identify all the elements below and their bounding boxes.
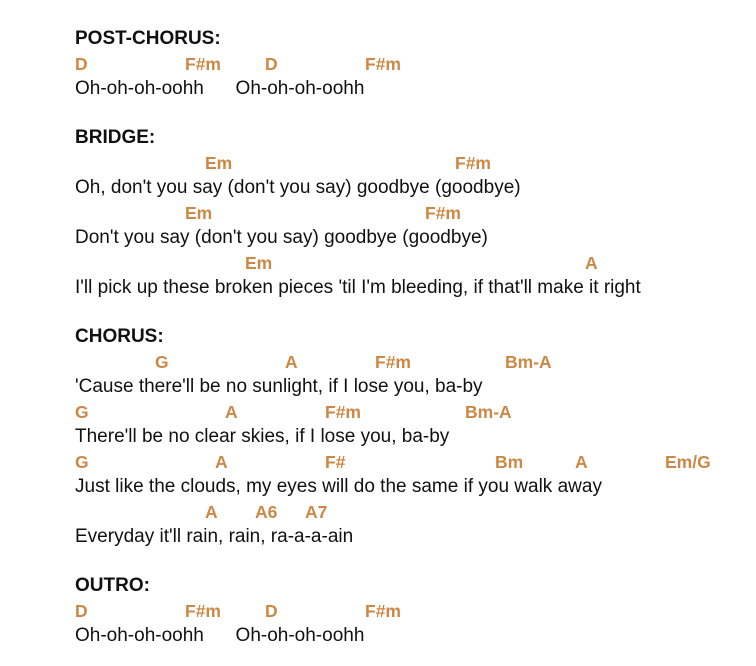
chord-line	[75, 152, 745, 174]
section-header: POST-CHORUS:	[75, 28, 221, 49]
chord: D	[265, 601, 278, 621]
section-header: BRIDGE:	[75, 127, 156, 148]
chord: F#	[325, 452, 346, 472]
lyric-line: I'll pick up these broken pieces 'til I'm bleeding, if that'll make it right	[75, 277, 641, 298]
chord-line	[75, 401, 745, 423]
chord: Bm	[495, 452, 524, 472]
chord: Bm-A	[505, 352, 552, 372]
chord-line	[75, 252, 745, 274]
chord-line	[75, 501, 745, 523]
lyric-line: Oh, don't you say (don't you say) goodbye (goodbye)	[75, 177, 521, 198]
chord: F#m	[365, 601, 401, 621]
chord: A	[585, 253, 598, 273]
section-header: CHORUS:	[75, 326, 164, 347]
chord: F#m	[325, 402, 361, 422]
chord: A	[215, 452, 228, 472]
section-header: OUTRO:	[75, 575, 150, 596]
lyric-line: There'll be no clear skies, if I lose you, ba-by	[75, 426, 450, 447]
chord: F#m	[375, 352, 411, 372]
chord: G	[75, 452, 89, 472]
chord: Em	[185, 203, 213, 223]
chord: G	[155, 352, 169, 372]
chord: Em	[245, 253, 273, 273]
chord: A6	[255, 502, 278, 522]
lyric-line: 'Cause there'll be no sunlight, if I lose you, ba-by	[75, 376, 483, 397]
lyric-line: Oh-oh-oh-oohh Oh-oh-oh-oohh	[75, 625, 365, 646]
chord: A7	[305, 502, 328, 522]
lyric-line: Don't you say (don't you say) goodbye (goodbye)	[75, 227, 488, 248]
lyric-line: Everyday it'll rain, rain, ra-a-a-ain	[75, 526, 354, 547]
chord-line	[75, 202, 745, 224]
chord: A	[205, 502, 218, 522]
chord-line	[75, 600, 745, 622]
chord: F#m	[185, 54, 221, 74]
chord: F#m	[455, 153, 491, 173]
chord-line	[75, 351, 745, 373]
chord: F#m	[425, 203, 461, 223]
chord: A	[285, 352, 298, 372]
chord-line	[75, 53, 745, 75]
chord: G	[75, 402, 89, 422]
lyric-line: Just like the clouds, my eyes will do the same if you walk away	[75, 476, 602, 497]
lyric-line: Oh-oh-oh-oohh Oh-oh-oh-oohh	[75, 78, 365, 99]
chord: A	[225, 402, 238, 422]
chord: D	[75, 601, 88, 621]
chord: Bm-A	[465, 402, 512, 422]
chord: Em/G	[665, 452, 711, 472]
chord: A	[575, 452, 588, 472]
chord: D	[75, 54, 88, 74]
chord-line	[75, 451, 745, 473]
chord: Em	[205, 153, 233, 173]
chord: F#m	[365, 54, 401, 74]
chord: F#m	[185, 601, 221, 621]
chord: D	[265, 54, 278, 74]
